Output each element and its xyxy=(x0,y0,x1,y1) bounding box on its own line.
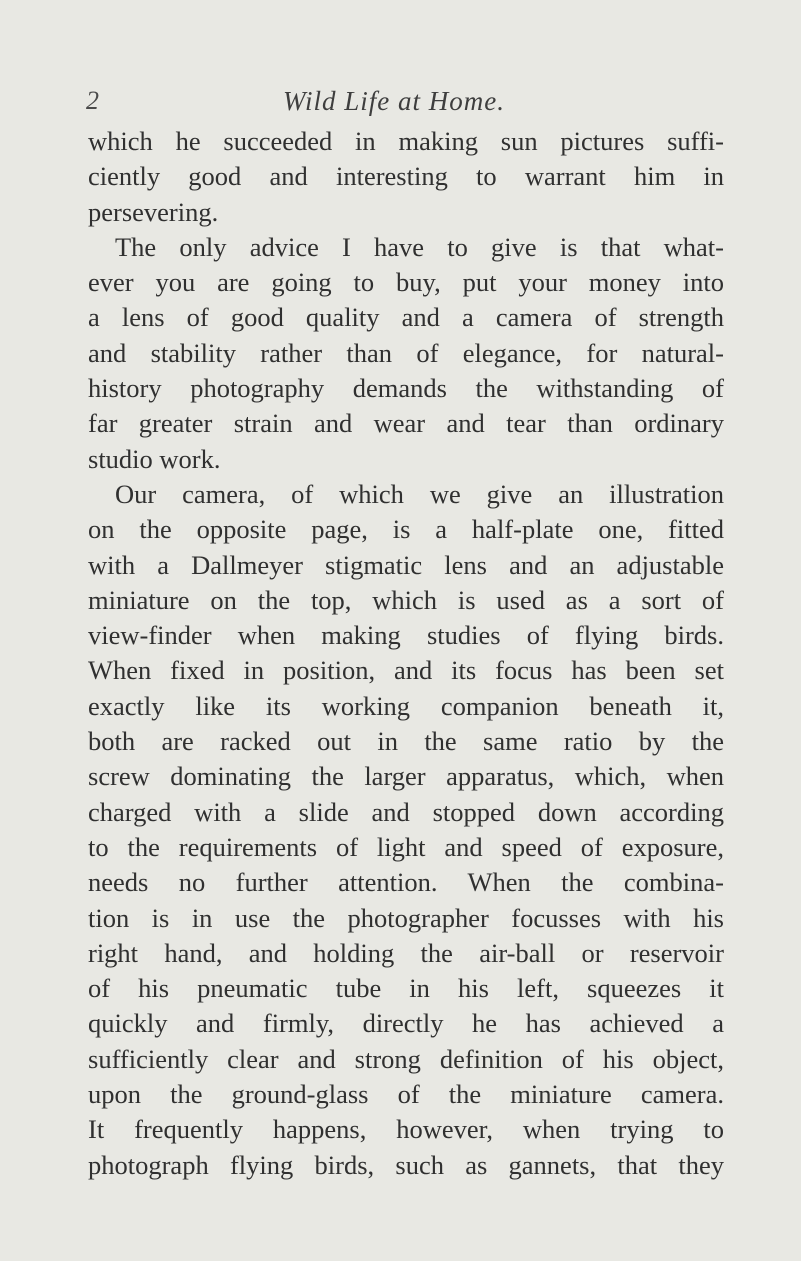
text-line: charged with a slide and stopped down according xyxy=(88,796,724,827)
text-line: of his pneumatic tube in his left, squeezes it xyxy=(88,973,724,1004)
text-line: sufficiently clear and strong definition of his object, xyxy=(88,1043,724,1074)
running-head: Wild Life at Home. xyxy=(283,86,505,116)
page-header xyxy=(0,86,801,126)
text-line: tion is in use the photographer focusses with his xyxy=(88,902,724,933)
text-line: The only advice I have to give is that what- xyxy=(115,231,724,262)
text-line: quickly and firmly, directly he has achieved a xyxy=(88,1008,724,1039)
text-line: with a Dallmeyer stigmatic lens and an adjustable xyxy=(88,549,724,580)
body-text xyxy=(88,124,724,1183)
text-line: miniature on the top, which is used as a sort of xyxy=(88,584,724,615)
text-line: to the requirements of light and speed of exposure, xyxy=(88,831,724,862)
text-line: view-finder when making studies of flying birds. xyxy=(88,620,724,651)
text-line: which he succeeded in making sun pictures suffi- xyxy=(88,126,724,156)
text-line: When fixed in position, and its focus has been set xyxy=(88,655,724,686)
text-line: ever you are going to buy, put your money into xyxy=(88,267,724,298)
text-line: exactly like its working companion beneath it, xyxy=(88,690,724,721)
text-line: It frequently happens, however, when trying to xyxy=(88,1114,724,1145)
text-line: history photography demands the withstanding of xyxy=(88,373,724,404)
text-line: upon the ground-glass of the miniature camera. xyxy=(88,1079,724,1110)
page-number: 2 xyxy=(86,86,99,115)
text-line: ciently good and interesting to warrant him in xyxy=(88,161,724,192)
text-line: persevering. xyxy=(88,196,219,227)
text-line: a lens of good quality and a camera of strength xyxy=(88,302,724,333)
text-line: right hand, and holding the air-ball or reservoir xyxy=(88,937,724,968)
text-line: Our camera, of which we give an illustration xyxy=(115,478,724,509)
text-line: screw dominating the larger apparatus, which, when xyxy=(88,761,724,792)
text-line: photograph flying birds, such as gannets, that they xyxy=(88,1149,724,1180)
text-line: and stability rather than of elegance, for natural- xyxy=(88,337,724,368)
text-line: both are racked out in the same ratio by the xyxy=(88,726,724,757)
text-line: on the opposite page, is a half-plate one, fitted xyxy=(88,514,724,545)
text-line: studio work. xyxy=(88,443,221,474)
text-line: far greater strain and wear and tear than ordinary xyxy=(88,408,724,439)
text-line: needs no further attention. When the combina- xyxy=(88,867,724,898)
